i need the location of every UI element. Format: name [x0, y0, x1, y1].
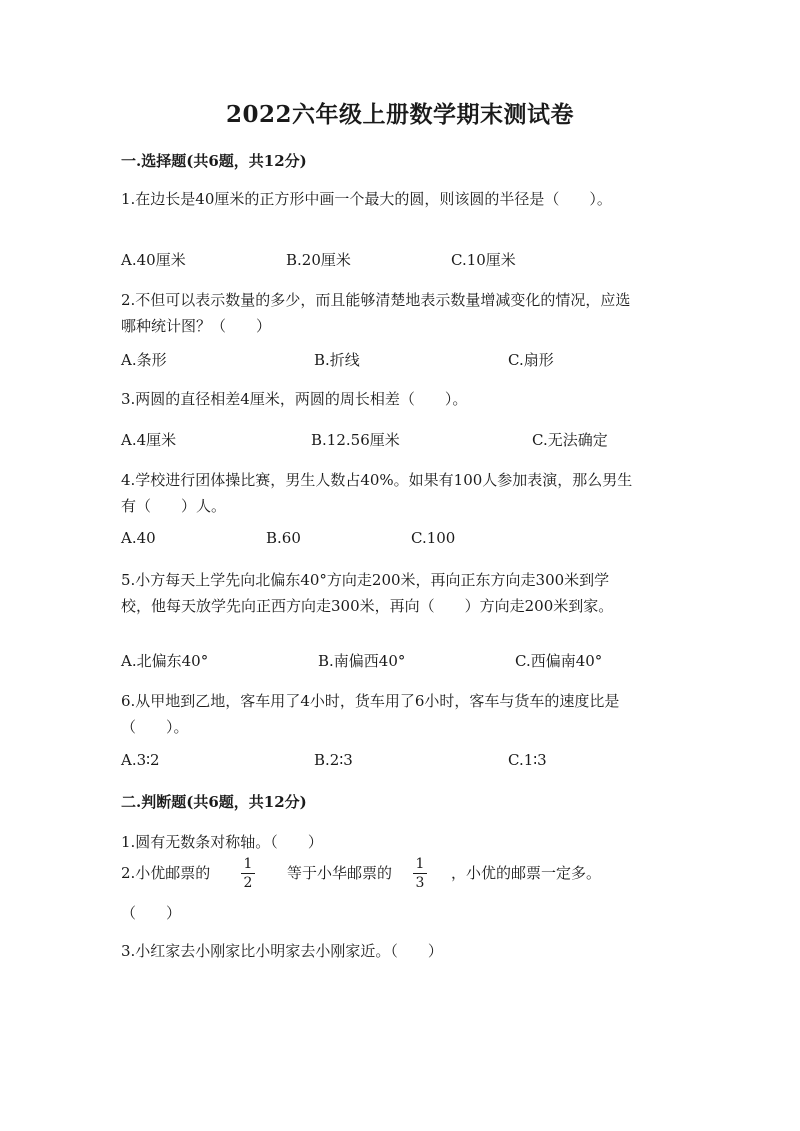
option-c: C.无法确定	[532, 431, 608, 449]
question-text: 有（ ）人。	[121, 497, 227, 515]
question-text: 4.学校进行团体操比赛，男生人数占40%。如果有100人参加表演，那么男生	[121, 471, 633, 489]
question-4	[121, 467, 632, 519]
question-text: 1.在边长是40厘米的正方形中画一个最大的圆，则该圆的半径是（ ）。	[121, 190, 612, 208]
option-a: A.40厘米	[121, 251, 186, 269]
page-title: 2022六年级上册数学期末测试卷	[225, 101, 574, 128]
question-text: 3.两圆的直径相差4厘米，两圆的周长相差（ ）。	[121, 390, 468, 408]
option-c: C.扇形	[508, 351, 554, 369]
question-1	[121, 186, 612, 212]
options-5	[121, 650, 721, 672]
option-c: C.100	[411, 529, 456, 547]
options-3	[121, 429, 721, 451]
question-text: 等于小华邮票的	[287, 864, 393, 882]
fraction-one-half	[241, 856, 255, 891]
options-1	[121, 249, 721, 271]
options-2	[121, 349, 721, 371]
option-b: B.2∶3	[314, 751, 353, 769]
judge-question-3	[121, 938, 443, 964]
option-a: A.条形	[121, 351, 167, 369]
question-6	[121, 688, 619, 740]
question-text: （ ）。	[121, 718, 189, 736]
option-b: B.南偏西40°	[318, 652, 406, 670]
option-c: C.西偏南40°	[515, 652, 603, 670]
judge-question-1	[121, 829, 323, 855]
option-c: C.10厘米	[451, 251, 516, 269]
fraction-denominator: 3	[415, 875, 425, 891]
section-heading-choice: 一.选择题(共6题，共12分)	[121, 152, 307, 170]
fraction-numerator: 1	[241, 856, 255, 874]
question-3	[121, 386, 467, 412]
question-5	[121, 567, 613, 619]
judge-question-2-answer	[121, 900, 181, 926]
option-a: A.3∶2	[121, 751, 160, 769]
option-a: A.4厘米	[121, 431, 177, 449]
question-text: 哪种统计图？（ ）	[121, 317, 272, 335]
option-a: A.40	[121, 529, 156, 547]
question-text: 2.小优邮票的	[121, 864, 211, 882]
question-2	[121, 287, 630, 339]
judge-question-2	[121, 856, 681, 896]
option-a: A.北偏东40°	[121, 652, 209, 670]
options-4	[121, 529, 721, 551]
question-text: 3.小红家去小刚家比小明家去小刚家近。（ ）	[121, 942, 443, 960]
option-b: B.折线	[314, 351, 360, 369]
question-text: ，小优的邮票一定多。	[451, 864, 602, 882]
option-b: B.60	[266, 529, 301, 547]
fraction-one-third	[413, 856, 427, 891]
option-b: B.20厘米	[286, 251, 351, 269]
question-text: 2.不但可以表示数量的多少，而且能够清楚地表示数量增减变化的情况，应选	[121, 291, 631, 309]
section-heading-judge: 二.判断题(共6题，共12分)	[121, 793, 307, 811]
question-text: 校，他每天放学先向正西方向走300米，再向（ ）方向走200米到家。	[121, 597, 614, 615]
answer-blank: （ ）	[121, 904, 182, 922]
question-text: 1.圆有无数条对称轴。（ ）	[121, 833, 323, 851]
option-c: C.1∶3	[508, 751, 547, 769]
question-text: 6.从甲地到乙地，客车用了4小时，货车用了6小时，客车与货车的速度比是	[121, 692, 620, 710]
options-6	[121, 751, 721, 773]
option-b: B.12.56厘米	[311, 431, 400, 449]
fraction-denominator: 2	[243, 875, 253, 891]
question-text: 5.小方每天上学先向北偏东40°方向走200米，再向正东方向走300米到学	[121, 571, 610, 589]
fraction-numerator: 1	[413, 856, 427, 874]
